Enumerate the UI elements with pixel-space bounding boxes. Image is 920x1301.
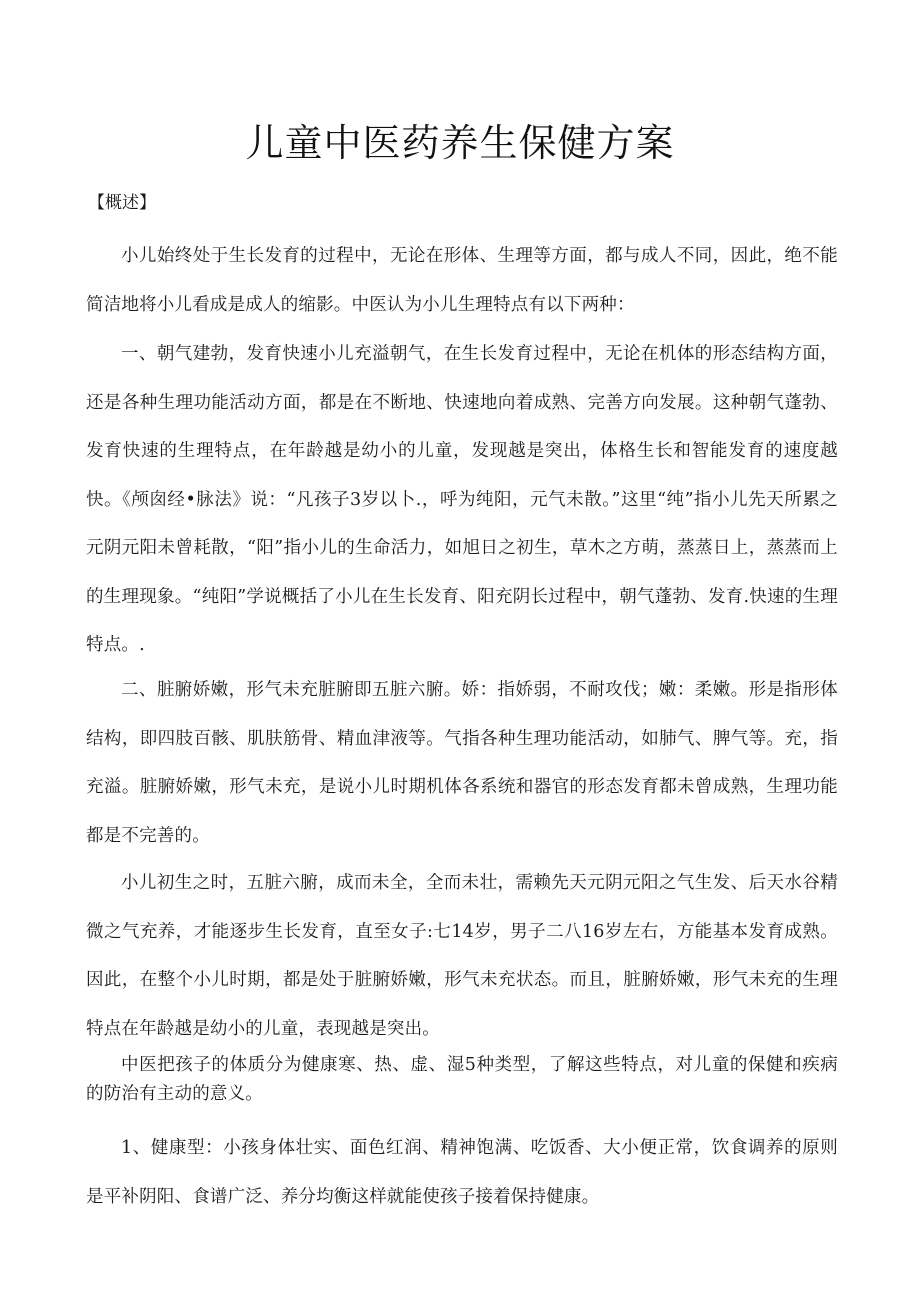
paragraph: 二、脏腑娇嫩，形气未充脏腑即五脏六腑。娇：指娇弱，不耐攻伐；嫩：柔嫩。形是指形体结构，即四肢百骸、肌肤筋骨、精血津液等。气指各种生理功能活动，如肺气、脾气等。充，指充溢。脏腑娇嫩，形气未充，是说小儿时期机体各系统和器官的形态发育都未曾成熟，生理功能都是不完善的。: [86, 680, 838, 846]
page-title: 儿童中医药养生保健方案: [245, 121, 675, 165]
paragraph: 1、健康型：小孩身体壮实、面色红润、精神饱满、吃饭香、大小便正常，饮食调养的原则是平补阴阳、食谱广泛、养分均衡这样就能使孩子接着保持健康。: [86, 1138, 838, 1207]
section-label: 【概述】: [88, 193, 156, 213]
paragraph: 中医把孩子的体质分为健康寒、热、虚、湿5种类型，了解这些特点，对儿童的保健和疾病的防治有主动的意义。: [86, 1055, 838, 1104]
paragraph: 小儿始终处于生长发育的过程中，无论在形体、生理等方面，都与成人不同，因此，绝不能简洁地将小儿看成是成人的缩影。中医认为小儿生理特点有以下两种：: [86, 246, 838, 315]
paragraph: 一、朝气建勃，发育快速小儿充溢朝气，在生长发育过程中，无论在机体的形态结构方面，还是各种生理功能活动方面，都是在不断地、快速地向着成熟、完善方向发展。这种朝气蓬勃、发育快速的生理特点，在年龄越是幼小的儿童，发现越是突出，体格生长和智能发育的速度越快。《颅囱经•脉法》说：“凡孩子3岁以卜.，呼为纯阳，元气未散。”这里“纯”指小儿先天所累之元阴元阳未曾耗散，“阳”指小儿的生命活力，如旭日之初生，草木之方萌，蒸蒸日上，蒸蒸而上的生理现象。“纯阳”学说概括了小儿在生长发育、阳充阴长过程中，朝气蓬勃、发育.快速的生理特点。.: [86, 344, 838, 655]
paragraph: 小儿初生之时，五脏六腑，成而未全，全而未壮，需赖先天元阴元阳之气生发、后天水谷精微之气充养，才能逐步生长发育，直至女子:七14岁，男子二八16岁左右，方能基本发育成熟。因此，在整个小儿时期，都是处于脏腑娇嫩，形气未充状态。而且，脏腑娇嫩，形气未充的生理特点在年龄越是幼小的儿童，表现越是突出。: [86, 873, 838, 1039]
